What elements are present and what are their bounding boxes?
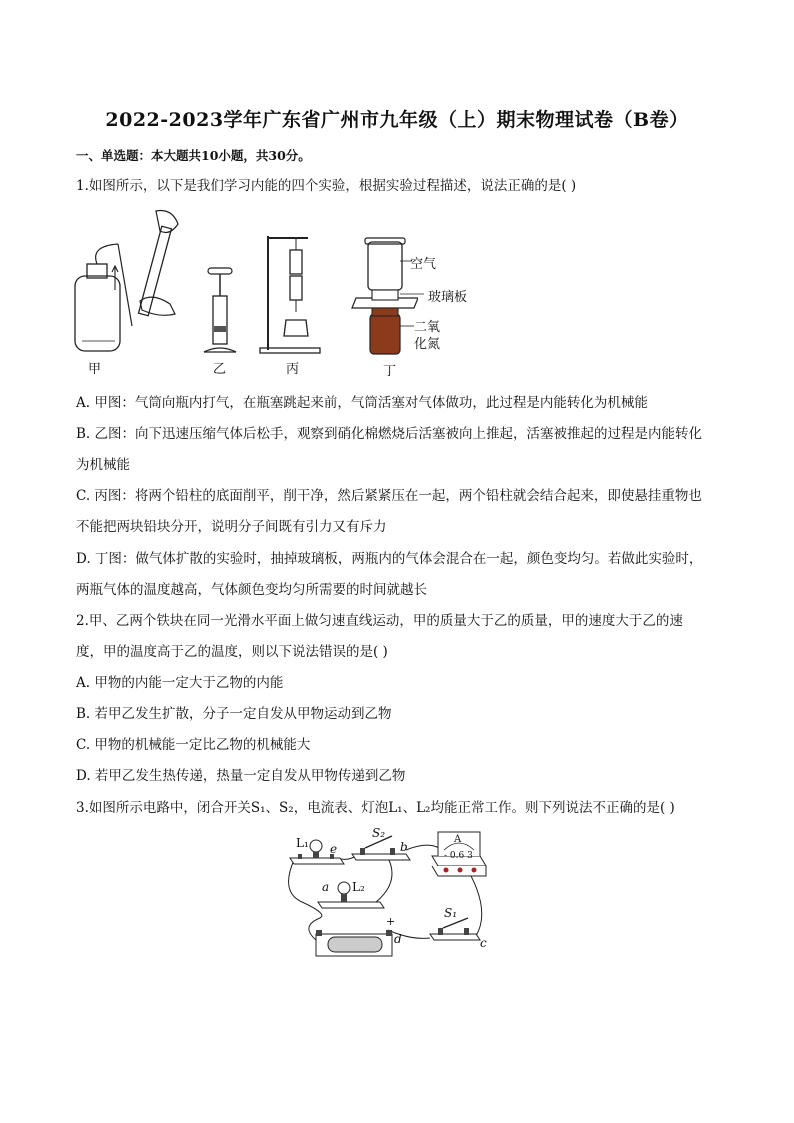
q1-stem: 1.如图所示，以下是我们学习内能的四个实验，根据实验过程描述，说法正确的是( ) [76, 178, 577, 194]
label-air: 空气 [410, 257, 437, 272]
q1-option-c-line1: C. 丙图：将两个铅柱的底面削平，削干净，然后紧紧压在一起，两个铅柱就会结合起来，即使悬挂重物也 [76, 488, 702, 504]
caption-yi: 乙 [213, 362, 227, 377]
label-c: c [480, 936, 487, 950]
label-no2-line2: 化氮 [414, 337, 441, 352]
label-ammeter-A: A [454, 834, 462, 845]
label-plus: + [386, 915, 396, 928]
label-S2: S₂ [372, 826, 386, 840]
section-heading: 一、单选题：本大题共10小题，共30分。 [76, 148, 311, 163]
figure-bing [258, 232, 328, 356]
q1-option-d-line1: D. 丁图：做气体扩散的实验时，抽掉玻璃板，两瓶内的气体会混合在一起，颜色变均匀。若做此实验时， [76, 551, 703, 567]
label-a: a [322, 880, 330, 894]
q1-option-a: A. 甲图：气筒向瓶内打气，在瓶塞跳起来前，气筒活塞对气体做功，此过程是内能转化为机械能 [76, 395, 648, 411]
label-no2-line1: 二氧 [414, 320, 441, 335]
figure-yi [200, 266, 240, 356]
label-S1: S₁ [444, 906, 458, 920]
label-b: b [400, 840, 408, 854]
q2-stem-line2: 度，甲的温度高于乙的温度，则以下说法错误的是( ) [76, 644, 388, 660]
q1-option-b-line2: 为机械能 [76, 457, 130, 473]
q2-option-c: C. 甲物的机械能一定比乙物的机械能大 [76, 737, 311, 753]
label-L1: L₁ [296, 836, 309, 850]
q2-stem-line1: 2.甲、乙两个铁块在同一光滑水平面上做匀速直线运动，甲的质量大于乙的质量，甲的速度大于乙的速 [76, 613, 683, 629]
q2-option-b: B. 若甲乙发生扩散，分子一定自发从甲物运动到乙物 [76, 706, 392, 722]
q3-stem: 3.如图所示电路中，闭合开关S₁、S₂，电流表、灯泡L₁、L₂均能正常工作。则下列说法不正确的是( ) [76, 800, 675, 816]
caption-jia: 甲 [88, 362, 102, 377]
label-d: d [394, 932, 402, 946]
q2-option-a: A. 甲物的内能一定大于乙物的内能 [76, 675, 284, 691]
label-ammeter-scale: - 0.6 3 [444, 851, 473, 861]
label-L2: L₂ [352, 880, 365, 894]
caption-bing: 丙 [286, 362, 300, 377]
q2-option-d: D. 若甲乙发生热传递，热量一定自发从甲物传递到乙物 [76, 768, 406, 784]
q1-option-d-line2: 两瓶气体的温度越高，气体颜色变均匀所需要的时间就越长 [76, 582, 427, 598]
page-title: 2022-2023学年广东省广州市九年级（上）期末物理试卷（B卷） [105, 109, 689, 131]
label-e: e [330, 842, 338, 856]
figure-jia [70, 206, 190, 356]
label-glass-plate: 玻璃板 [428, 290, 468, 305]
q1-option-c-line2: 不能把两块铅块分开，说明分子间既有引力又有斥力 [76, 519, 387, 535]
caption-ding: 丁 [383, 364, 397, 379]
q1-option-b-line1: B. 乙图：向下迅速压缩气体后松手，观察到硝化棉燃烧后活塞被向上推起，活塞被推起的过程是内能转化 [76, 426, 703, 442]
